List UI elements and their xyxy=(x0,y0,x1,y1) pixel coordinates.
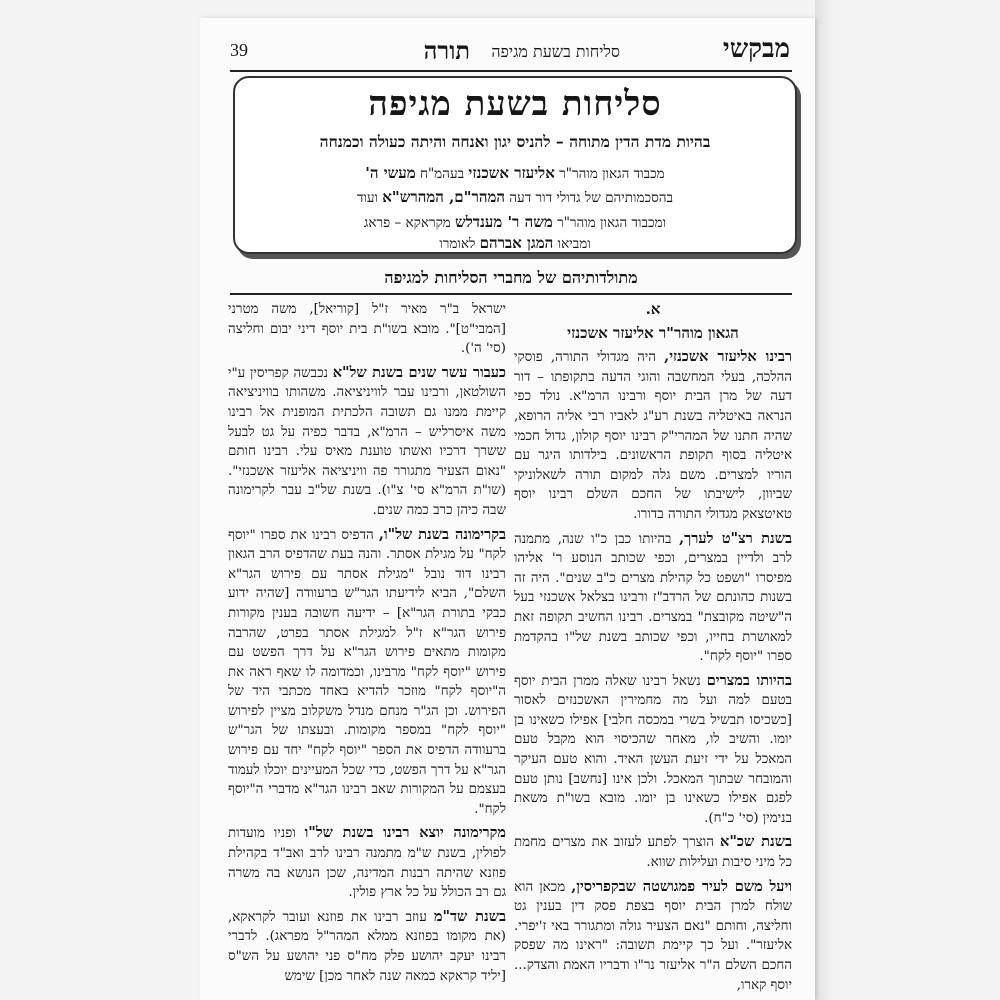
second-author-line: ומכבוד הגאון מוהר"ר משה ר' מענדלש מקראקא – פראג xyxy=(363,213,667,231)
paragraph: כעבור עשר שנים בשנת של"א נכבשה קפריסין ע"י השולטאן, ורבינו עבר לוויניציאה. משהותו בוויניציאה קיימת ממנו גם תשובה הלכתית המופנית אל רבינו משה איסרליש – הרמ"א, בדבר כפיה על גט לבעל ששרך דרכיו ואשתו טוענת מאיס עלי. רבינו חותם "נאום הצעיר מתגורר פה וויניציאה אליעזר אשכנזי". (שו"ת הרמ"א סי' צ"ו). בשנת של"ב עבר לקרימונה שבה כיהן כרב כמה שנים. xyxy=(228,363,506,518)
approbations-line: בהסכמותיהם של גדולי דור דעה המהר"ם, המהרש"א ועוד xyxy=(356,188,674,206)
paragraph: ויעל משם לעיר פמגושטה שבקפריסין, מכאן הוא שולח למרן הבית יוסף בצפת פסק דין בענין גט וחליצה, וחותם "נאם הצעיר גולה ומתגורר באי ז'יפרי. אליעזר". ועל כך קיימת תשובה: "ראינו מה שפסק החכם השלם ה"ר אליעזר נר"ו ודבריו האמת והצדק... יוסף קארו, xyxy=(514,877,792,993)
running-header xyxy=(230,34,790,68)
title-box xyxy=(233,76,797,254)
section-letter: א. xyxy=(645,300,661,318)
paragraph: ישראל ב"ר מאיר ז"ל [קוריאל], משה מטרני [המבי"ט]". מובא בשו"ת בית יוסף דיני יבום וחליצה (סי' ה'). xyxy=(228,302,506,357)
paragraph: בהיותו במצרים נשאל רבינו שאלה ממרן הבית יוסף בטעם למה ועל מה מחמירין האשכנזים לאסור [כשכיסו תבשיל בשרי במכסה חלבי] אפילו כשאינו בן יומו. והשיב לו, מאחר שהכיסוי הוא מקבל טעם המאכל על ידי זיעת העשן האיד. והוא טעם העיקר והמובחר שבתוך המאכל. ולכן אינו [נחשב] נותן טעם לפגם אפילו כשאינו בן יומו. מובא בשו"ת משאת בנימין (סי' כ"ח). xyxy=(514,671,792,826)
citation-line: ומביאו המגן אברהם לאומרו xyxy=(439,234,591,252)
paragraph: בשנת שכ"א הוצרך לפתע לעזוב את מצרים מחמת כל מיני סיבות ועלילות שווא. xyxy=(514,833,792,871)
header-rule xyxy=(230,70,792,72)
page-edge-shadow xyxy=(815,0,833,1000)
paragraph: בשנת רצ"ט לערך, בהיותו כבן כ"ו שנה, מתמנה לרב ולדיין במצרים, וכפי שכותב הנוסע ר' אליהו מפיסרו "ושפט כל קהילת מצרים כ"ב שנים". היה זה בשנות כהונתם של הרדב"ז ורבינו בצלאל אשכנזי בעל ה"שיטה מקובצת" במצרים. רבינו החשיב תקופה זאת למאושרת בחייו, וכפי שכותב בשנת של"ו בהקדמת ספרו "יוסף לקח". xyxy=(514,529,792,665)
author-line: מכבוד הגאון מוהר"ר אליעזר אשכנזי בעהמ"ח מעשי ה' xyxy=(365,164,665,182)
right-column xyxy=(514,300,792,1000)
page-number: 39 xyxy=(230,40,248,60)
paragraph: בקרימונה בשנת של"ו, הדפיס רבינו את ספרו "יוסף לקח" על מגילת אסתר. והנה בעת שהדפיס הרב הגאון רבינו דוד נובל "מגילת אסתר עם פירוש הגר"א השלם", הביא לידיעתו הגר"ש ברעוודה [שהיה ידוע כבקי בתורת הגר"א] – ידיעה חשובה בענין מקורות פירוש הגר"א ז"ל למגילת אסתר בפרט, שהרבה מקומות מתאים פירוש הגר"א על דרך הפשט עם פירוש "יוסף לקח" מרבינו, וכמדומה לו שאף ראה את ה"יוסף לקח" מוזכר להדיא באחד מכתבי היד של הפירוש. וכן הג"ר מנחם מנדל משקלוב מציין לפירוש "יוסף לקח" במספר מקומות. ובעצתו של הגר"ש ברעוודה הדפיס את הספר "יוסף לקח" יחד עם פירוש הגר"א על דרך הפשט, כדי שכל המעיינים יוכלו לעמוד בעצמם על המקורות שאב רבינו הגר"א מדברי ה"יוסף לקח". xyxy=(228,525,506,817)
paragraph: בשנת שד"מ עוזב רבינו את פוזנא ועובר לקראקא, (את מקומו בפוזנא ממלא המהר"ל מפראג). לדברי רבינו יעקב יהושע פלק מח"ס פני יהושע על הש"ס [יליד קראקא כמאה שנה לאחר מכן] שימש xyxy=(228,907,506,984)
section-title: תורה xyxy=(423,36,470,65)
book-title: מבקשי xyxy=(722,34,790,64)
biography-heading: הגאון מוהר"ר אליעזר אשכנזי xyxy=(567,323,739,342)
paragraph: מקרימונה יוצא רבינו בשנת של"ו ופניו מועדות לפולין, בשנת ש"מ מתמנה רבינו לרב ואב"ד בקהילת פוזנא שהיתה רבנות המדינה, שכן הנושא בה משרה גם רב הכולל על כל ארץ פולין. xyxy=(228,824,506,901)
paragraph: רבינו אליעזר אשכנזי, היה מגדולי התורה, פוסקי ההלכה, בעלי המחשבה והוגי הדעה בתקופתו – דור דעה של מרן הבית יוסף ורבינו הרמ"א. נולד כפי הנראה באיטליה בשנת רע"ג לאביו רבי אליה הרופא, שהיה חתנו של המהרי"ק רבינו יוסף קולון, גדול חכמי איטליה בסוף תקופת הראשונים. בילדותו היגר עם הוריו למצרים. משם גלה למקום תורה לשאלוניקי שביוון, לישיבתו של החכם השלם רבינו יוסף טאיטצאק מגדולי התורה בדורו. xyxy=(514,348,792,522)
chapter-title: סליחות בשעת מגיפה xyxy=(491,42,620,61)
section-rule xyxy=(230,293,792,295)
subtitle: בהיות מדת הדין מתוחה – להניס יגון ואנחה והיתה כעולה וכמנחה xyxy=(319,132,711,151)
main-title: סליחות בשעת מגיפה xyxy=(368,84,662,124)
biographies-heading: מתולדותיהם של מחברי הסליחות למגיפה xyxy=(384,268,638,287)
left-column xyxy=(228,300,506,1000)
